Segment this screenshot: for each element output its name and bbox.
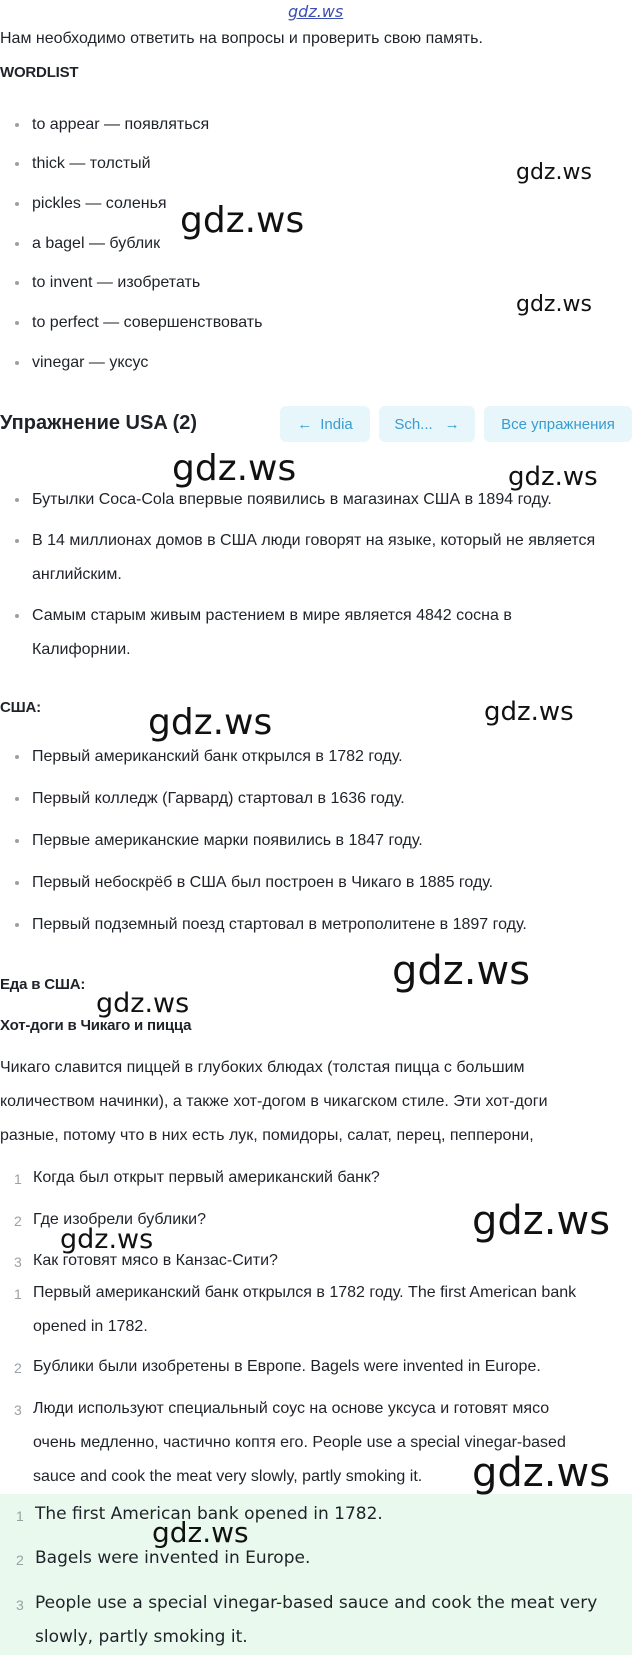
answer-number: 3	[14, 1402, 22, 1418]
watermark: gdz.ws	[472, 1198, 611, 1244]
wordlist-item: thick — толстый	[32, 147, 151, 181]
answer-box-line: People use a special vinegar-based sauce and cook the meat very	[35, 1593, 598, 1613]
watermark: gdz.ws	[516, 160, 592, 185]
exercise-title: Упражнение USA (2)	[0, 412, 198, 434]
wordlist-item: to appear — появляться	[32, 108, 209, 142]
food-paragraph-line: количеством начинки), а также хот-догом в чикагском стиле. Эти хот-доги	[0, 1093, 548, 1110]
watermark: gdz.ws	[152, 1516, 249, 1549]
all-exercises-label: Все упражнения	[501, 415, 615, 433]
fact-item: Самым старым живым растением в мире является 4842 сосна в	[32, 599, 512, 633]
next-exercise-button[interactable]	[379, 406, 475, 442]
question-number: 3	[14, 1254, 22, 1270]
wordlist-item: to invent — изобретать	[32, 266, 200, 300]
food-heading: Еда в США:	[0, 976, 86, 993]
intro-text: Нам необходимо ответить на вопросы и проверить свою память.	[0, 30, 483, 47]
fact-item-continuation: Калифорнии.	[32, 641, 131, 658]
watermark: gdz.ws	[472, 1450, 611, 1496]
watermark: gdz.ws	[484, 697, 574, 727]
fact-item-continuation: английским.	[32, 566, 122, 583]
wordlist-heading: WORDLIST	[0, 64, 79, 81]
usa-item: Первый подземный поезд стартовал в метрополитене в 1897 году.	[32, 908, 527, 942]
food-subheading: Хот-доги в Чикаго и пицца	[0, 1017, 192, 1034]
answer-line: Бублики были изобретены в Европе. Bagels were invented in Europe.	[33, 1358, 541, 1375]
wordlist-item: a bagel — бублик	[32, 227, 160, 261]
answer-box-line: Bagels were invented in Europe.	[35, 1548, 311, 1568]
wordlist-item: pickles — соленья	[32, 187, 167, 221]
answer-line: sauce and cook the meat very slowly, partly smoking it.	[33, 1468, 423, 1485]
watermark: gdz.ws	[60, 1224, 154, 1255]
food-paragraph-line: Чикаго славится пиццей в глубоких блюдах (толстая пицца с большим	[0, 1059, 525, 1076]
answer-box-number: 3	[16, 1597, 24, 1613]
answer-box-number: 2	[16, 1552, 24, 1568]
question-text: Где изобрели бублики?	[33, 1211, 206, 1228]
question-number: 1	[14, 1171, 22, 1187]
answer-number: 2	[14, 1360, 22, 1376]
answer-line: Первый американский банк открылся в 1782 году. The first American bank	[33, 1284, 577, 1301]
watermark: gdz.ws	[96, 988, 190, 1019]
answer-line: opened in 1782.	[33, 1318, 148, 1335]
wordlist-item: vinegar — уксус	[32, 346, 148, 380]
usa-item: Первые американские марки появились в 1847 году.	[32, 824, 423, 858]
usa-item: Первый небоскрёб в США был построен в Чикаго в 1885 году.	[32, 866, 493, 900]
arrow-left-icon: ←	[297, 415, 313, 433]
food-paragraph-line: разные, потому что в них есть лук, помидоры, салат, перец, пепперони,	[0, 1127, 534, 1144]
question-text: Как готовят мясо в Канзас-Сити?	[33, 1252, 278, 1269]
answer-line: Люди используют специальный соус на основе уксуса и готовят мясо	[33, 1400, 550, 1417]
prev-exercise-label: India	[320, 415, 353, 433]
question-text: Когда был открыт первый американский банк?	[33, 1169, 380, 1186]
fact-item: Бутылки Coca-Cola впервые появились в магазинах США в 1894 году.	[32, 483, 552, 517]
answer-box-line: slowly, partly smoking it.	[35, 1627, 248, 1647]
arrow-right-icon: →	[444, 415, 460, 433]
fact-item: В 14 миллионах домов в США люди говорят на языке, который не является	[32, 524, 595, 558]
watermark: gdz.ws	[180, 200, 305, 241]
watermark: gdz.ws	[148, 702, 273, 743]
watermark-link[interactable]: gdz.ws	[288, 2, 344, 21]
answer-line: очень медленно, частично коптя его. People use a special vinegar-based	[33, 1434, 566, 1451]
all-exercises-button[interactable]	[484, 406, 632, 442]
wordlist-item: to perfect — совершенствовать	[32, 306, 262, 340]
prev-exercise-button[interactable]	[280, 406, 370, 442]
answer-box-line: The first American bank opened in 1782.	[35, 1504, 383, 1524]
usa-item: Первый колледж (Гарвард) стартовал в 1636 году.	[32, 782, 405, 816]
usa-item: Первый американский банк открылся в 1782 году.	[32, 740, 403, 774]
watermark: gdz.ws	[172, 448, 297, 489]
watermark: gdz.ws	[516, 292, 592, 317]
answer-box-number: 1	[16, 1508, 24, 1524]
watermark: gdz.ws	[392, 948, 531, 994]
question-number: 2	[14, 1213, 22, 1229]
next-exercise-label: Sch...	[394, 415, 433, 433]
watermark: gdz.ws	[508, 462, 598, 492]
answer-number: 1	[14, 1286, 22, 1302]
usa-heading: США:	[0, 699, 41, 716]
